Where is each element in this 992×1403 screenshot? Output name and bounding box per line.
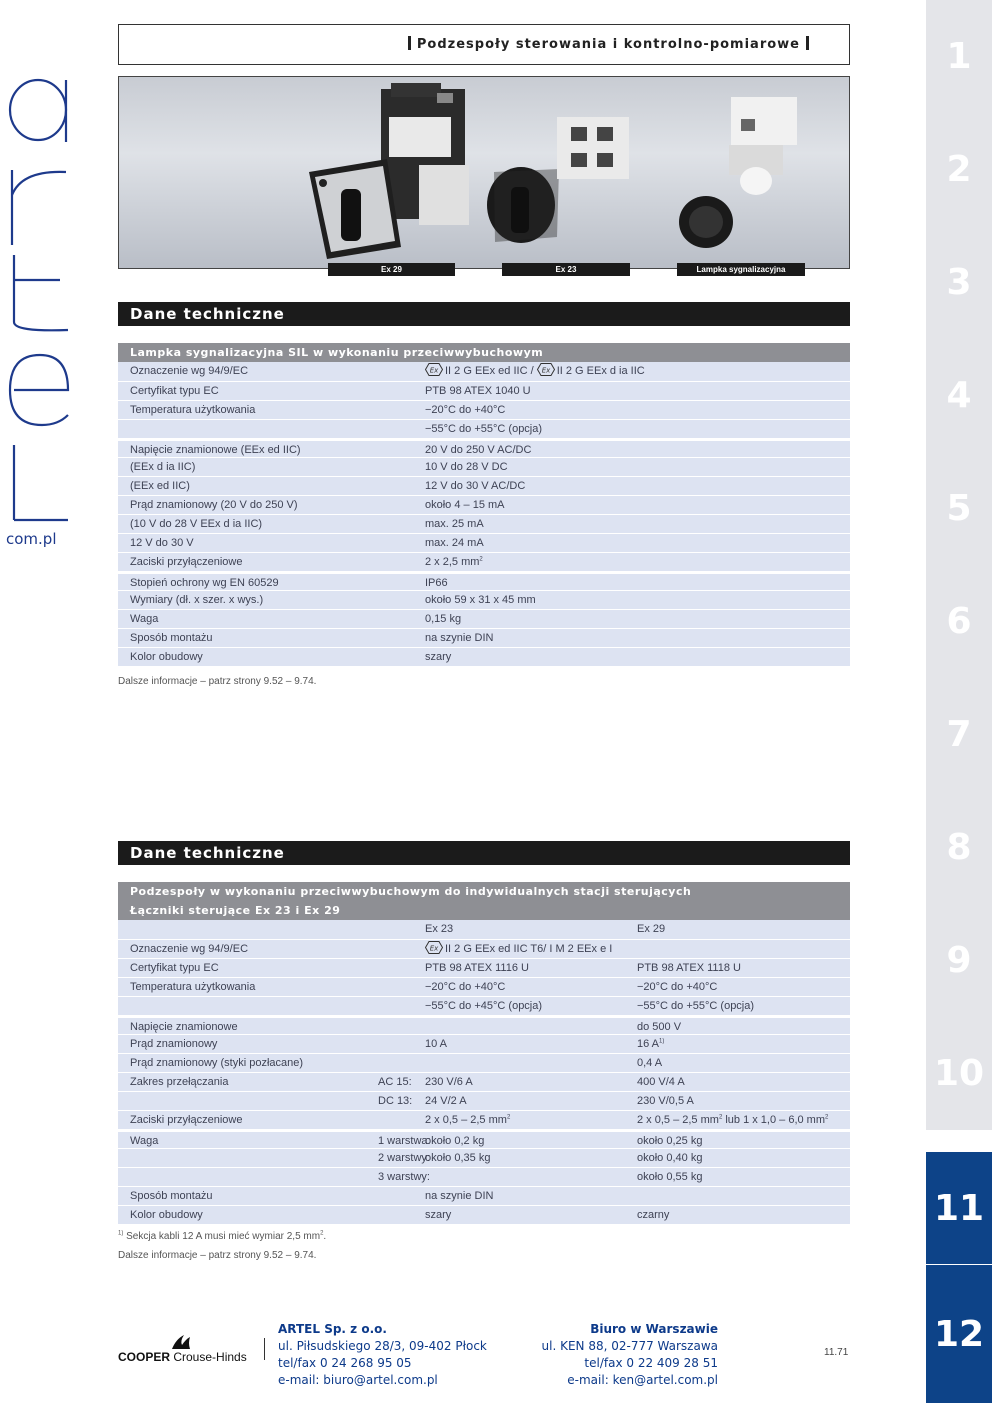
- table-row: [118, 939, 850, 958]
- tab-1[interactable]: 1: [926, 0, 992, 113]
- section2-title: Dane techniczne: [118, 841, 850, 865]
- caption-ex23: Ex 23: [502, 263, 630, 276]
- table-row: [118, 571, 850, 590]
- col-ex23: Ex 23: [425, 923, 454, 935]
- table-row: [118, 628, 850, 647]
- tab-6[interactable]: 6: [926, 565, 992, 678]
- header-bar-left: [408, 36, 411, 50]
- row-label: Waga: [130, 1135, 159, 1147]
- company-address: [278, 1321, 487, 1389]
- row-label: Zaciski przyłączeniowe: [130, 1114, 243, 1126]
- row-sub: 3 warstwy:: [378, 1171, 430, 1183]
- cooper-flame-icon: [170, 1333, 192, 1349]
- row-label: Waga: [130, 613, 159, 625]
- section2-header-line1: Podzespoły w wykonaniu przeciwwybuchowym do indywidualnych stacji sterujących: [130, 885, 692, 898]
- row-label: Prąd znamionowy: [130, 1038, 218, 1050]
- office-street: ul. KEN 88, 02-777 Warszawa: [541, 1339, 718, 1353]
- row-ex29: 230 V/0,5 A: [637, 1095, 694, 1107]
- table-row: [118, 1110, 850, 1129]
- cooper-brand: [118, 1350, 247, 1364]
- table-row: [118, 438, 850, 457]
- tab-2[interactable]: 2: [926, 113, 992, 226]
- company-name: ARTEL Sp. z o.o.: [278, 1322, 387, 1336]
- office-email[interactable]: e-mail: ken@artel.com.pl: [567, 1373, 718, 1387]
- table-row: [118, 1015, 850, 1034]
- logo-domain: com.pl: [6, 530, 57, 548]
- company-email[interactable]: e-mail: biuro@artel.com.pl: [278, 1373, 438, 1387]
- svg-text:Ex: Ex: [429, 944, 439, 953]
- tab-9[interactable]: 9: [926, 904, 992, 1017]
- row-ex23: PTB 98 ATEX 1116 U: [425, 962, 529, 974]
- tab-8[interactable]: 8: [926, 791, 992, 904]
- table-row: [118, 1167, 850, 1186]
- table-row: [118, 400, 850, 419]
- header-title-wrap: [402, 36, 815, 52]
- row-value: 10 V do 28 V DC: [425, 461, 508, 473]
- row-value: 20 V do 250 V AC/DC: [425, 444, 532, 456]
- caption-ex29: Ex 29: [328, 263, 455, 276]
- table-row: [118, 958, 850, 977]
- company-phone: tel/fax 0 24 268 95 05: [278, 1356, 412, 1370]
- row-label: (EEx ed IIC): [130, 480, 190, 492]
- footnote-ref: 1): [659, 1038, 665, 1045]
- row-value: 0,15 kg: [425, 613, 462, 625]
- office-address: [500, 1321, 718, 1389]
- ex-marking-a: II 2 G EEx ed IIC /: [445, 365, 537, 377]
- ex-marking-b: II 2 G EEx d ia IIC: [556, 365, 645, 377]
- row-value-text: 2 x 2,5 mm: [425, 556, 480, 568]
- row-ex23: na szynie DIN: [425, 1190, 494, 1202]
- svg-text:Ex: Ex: [429, 366, 439, 375]
- row-value: IP66: [425, 577, 448, 589]
- footnote-sup: 2: [320, 1230, 324, 1237]
- row-value: 12 V do 30 V AC/DC: [425, 480, 526, 492]
- row-label: Oznaczenie wg 94/9/EC: [130, 943, 249, 955]
- row-ex29: około 0,55 kg: [637, 1171, 703, 1183]
- row-label: Wymiary (dł. x szer. x wys.): [130, 594, 264, 606]
- row-ex23-sup: 2: [506, 1114, 511, 1121]
- table-row: [118, 1072, 850, 1091]
- section2-table: [118, 882, 850, 1224]
- row-label: Temperatura użytkowania: [130, 981, 256, 993]
- tab-11[interactable]: 11: [926, 1152, 992, 1264]
- row-label: Kolor obudowy: [130, 651, 203, 663]
- row-ex29: do 500 V: [637, 1021, 682, 1033]
- row-ex29: [637, 1111, 828, 1129]
- table-row: [118, 457, 850, 476]
- row-value: na szynie DIN: [425, 632, 494, 644]
- row-value: około 4 – 15 mA: [425, 499, 505, 511]
- section1-table-header: Lampka sygnalizacyjna SIL w wykonaniu przeciwwybuchowym: [118, 343, 850, 362]
- cooper-brand-rest: Crouse-Hinds: [170, 1350, 247, 1364]
- table-row: [118, 647, 850, 666]
- header-bar-right: [806, 36, 809, 50]
- table-row: [118, 1148, 850, 1167]
- caption-lamp: Lampka sygnalizacyjna: [677, 263, 805, 276]
- row-sub: 2 warstwy:: [378, 1152, 430, 1164]
- row-label: Zakres przełączania: [130, 1076, 229, 1088]
- ex-hexagon-icon: [425, 941, 443, 954]
- table-row: [118, 362, 850, 381]
- table-row: [118, 533, 850, 552]
- row-ex23: szary: [425, 1209, 452, 1221]
- row-ex29-tail-sup: 2: [825, 1114, 829, 1121]
- section1-note: Dalsze informacje – patrz strony 9.52 – 9.74.: [118, 676, 317, 687]
- row-value: [425, 553, 483, 571]
- section2-header-line2: Łączniki sterujące Ex 23 i Ex 29: [130, 904, 341, 917]
- row-label: Napięcie znamionowe (EEx ed IIC): [130, 444, 301, 456]
- table-row: [118, 920, 850, 939]
- company-street: ul. Piłsudskiego 28/3, 09-402 Płock: [278, 1339, 487, 1353]
- row-label: Sposób montażu: [130, 632, 213, 644]
- row-label: Zaciski przyłączeniowe: [130, 556, 243, 568]
- row-label: Oznaczenie wg 94/9/EC: [130, 365, 249, 377]
- section1-table: [118, 343, 850, 666]
- row-value: [425, 940, 612, 958]
- row-value: PTB 98 ATEX 1040 U: [425, 385, 531, 397]
- row-label: Certyfikat typu EC: [130, 962, 219, 974]
- footnote-end: .: [323, 1231, 327, 1242]
- row-value: −55°C do +55°C (opcja): [425, 423, 543, 435]
- row-label: (10 V do 28 V EEx d ia IIC): [130, 518, 263, 530]
- row-ex23: 10 A: [425, 1038, 448, 1050]
- row-ex23: [425, 1111, 510, 1129]
- row-ex29-sup: 2: [718, 1114, 723, 1121]
- tab-3[interactable]: 3: [926, 226, 992, 339]
- row-value: [425, 362, 645, 380]
- row-value: około 59 x 31 x 45 mm: [425, 594, 536, 606]
- section2-table-header: [118, 882, 850, 920]
- footnote-mark: 1): [118, 1230, 124, 1237]
- table-row: [118, 1034, 850, 1053]
- product-photo-drawing: [119, 77, 850, 269]
- row-sub: 1 warstwa:: [378, 1135, 431, 1147]
- tab-7[interactable]: 7: [926, 678, 992, 791]
- chapter-tabs: [926, 0, 992, 1403]
- footer-divider: [264, 1338, 265, 1360]
- table-row: [118, 419, 850, 438]
- table-row: [118, 1205, 850, 1224]
- row-ex29: 0,4 A: [637, 1057, 663, 1069]
- row-ex29: −55°C do +55°C (opcja): [637, 1000, 755, 1012]
- page-number: 11.71: [824, 1347, 849, 1358]
- header-title: Podzespoły sterowania i kontrolno-pomiarowe: [416, 37, 800, 52]
- row-ex23: −55°C do +45°C (opcja): [425, 1000, 543, 1012]
- table-row: [118, 609, 850, 628]
- row-ex23: około 0,2 kg: [425, 1135, 485, 1147]
- table-row: [118, 1091, 850, 1110]
- row-ex29-tail: lub 1 x 1,0 – 6,0 mm: [722, 1114, 825, 1126]
- row-label: Prąd znamionowy (styki pozłacane): [130, 1057, 304, 1069]
- tab-12[interactable]: 12: [926, 1264, 992, 1403]
- table-row: [118, 1053, 850, 1072]
- row-label: Stopień ochrony wg EN 60529: [130, 577, 279, 589]
- section1-title: Dane techniczne: [118, 302, 850, 326]
- row-value: max. 24 mA: [425, 537, 484, 549]
- row-ex23: 230 V/6 A: [425, 1076, 473, 1088]
- row-label: Temperatura użytkowania: [130, 404, 256, 416]
- row-ex29-text: 16 A: [637, 1038, 660, 1050]
- section2-note: Dalsze informacje – patrz strony 9.52 – 9.74.: [118, 1250, 317, 1261]
- tab-4[interactable]: 4: [926, 339, 992, 452]
- section2-footnote: [118, 1231, 326, 1242]
- cooper-brand-bold: COOPER: [118, 1350, 171, 1364]
- footnote-text: Sekcja kabli 12 A musi mieć wymiar 2,5 mm: [123, 1231, 321, 1242]
- ex-hexagon-icon: [425, 363, 443, 376]
- table-row: [118, 1186, 850, 1205]
- table-row: [118, 514, 850, 533]
- row-label: Prąd znamionowy (20 V do 250 V): [130, 499, 298, 511]
- row-ex23: 24 V/2 A: [425, 1095, 467, 1107]
- row-ex23: około 0,35 kg: [425, 1152, 491, 1164]
- row-ex29: około 0,40 kg: [637, 1152, 703, 1164]
- table-row: [118, 552, 850, 571]
- row-sub: AC 15:: [378, 1076, 412, 1088]
- table-row: [118, 495, 850, 514]
- ex-marking: II 2 G EEx ed IIC T6/ I M 2 EEx e I: [445, 943, 613, 955]
- tab-10[interactable]: 10: [926, 1017, 992, 1130]
- row-label: Kolor obudowy: [130, 1209, 203, 1221]
- table-row: [118, 590, 850, 609]
- table-row: [118, 1129, 850, 1148]
- artel-logo: [0, 60, 90, 560]
- ex-hexagon-icon: [537, 363, 555, 376]
- row-ex29-text: 2 x 0,5 – 2,5 mm: [637, 1114, 719, 1126]
- table-row: [118, 381, 850, 400]
- table-row: [118, 977, 850, 996]
- row-label: 12 V do 30 V: [130, 537, 194, 549]
- svg-text:Ex: Ex: [541, 366, 550, 375]
- header-box: [118, 24, 850, 65]
- office-phone: tel/fax 0 22 409 28 51: [584, 1356, 718, 1370]
- row-label: Sposób montażu: [130, 1190, 213, 1202]
- product-photo: [118, 76, 850, 269]
- row-ex29: [637, 1035, 664, 1053]
- row-value: −20°C do +40°C: [425, 404, 506, 416]
- row-ex29: około 0,25 kg: [637, 1135, 703, 1147]
- table-row: [118, 996, 850, 1015]
- row-label: (EEx d ia IIC): [130, 461, 196, 473]
- col-ex29: Ex 29: [637, 923, 666, 935]
- row-value: max. 25 mA: [425, 518, 484, 530]
- table-row: [118, 476, 850, 495]
- row-ex29: −20°C do +40°C: [637, 981, 718, 993]
- row-ex29: czarny: [637, 1209, 670, 1221]
- row-label: Certyfikat typu EC: [130, 385, 219, 397]
- row-ex29: 400 V/4 A: [637, 1076, 685, 1088]
- row-ex23-text: 2 x 0,5 – 2,5 mm: [425, 1114, 507, 1126]
- tab-5[interactable]: 5: [926, 452, 992, 565]
- row-ex29: PTB 98 ATEX 1118 U: [637, 962, 741, 974]
- row-value: szary: [425, 651, 452, 663]
- office-title: Biuro w Warszawie: [590, 1322, 718, 1336]
- row-label: Napięcie znamionowe: [130, 1021, 238, 1033]
- row-value-sup: 2: [479, 556, 483, 563]
- row-sub: DC 13:: [378, 1095, 413, 1107]
- row-ex23: −20°C do +40°C: [425, 981, 506, 993]
